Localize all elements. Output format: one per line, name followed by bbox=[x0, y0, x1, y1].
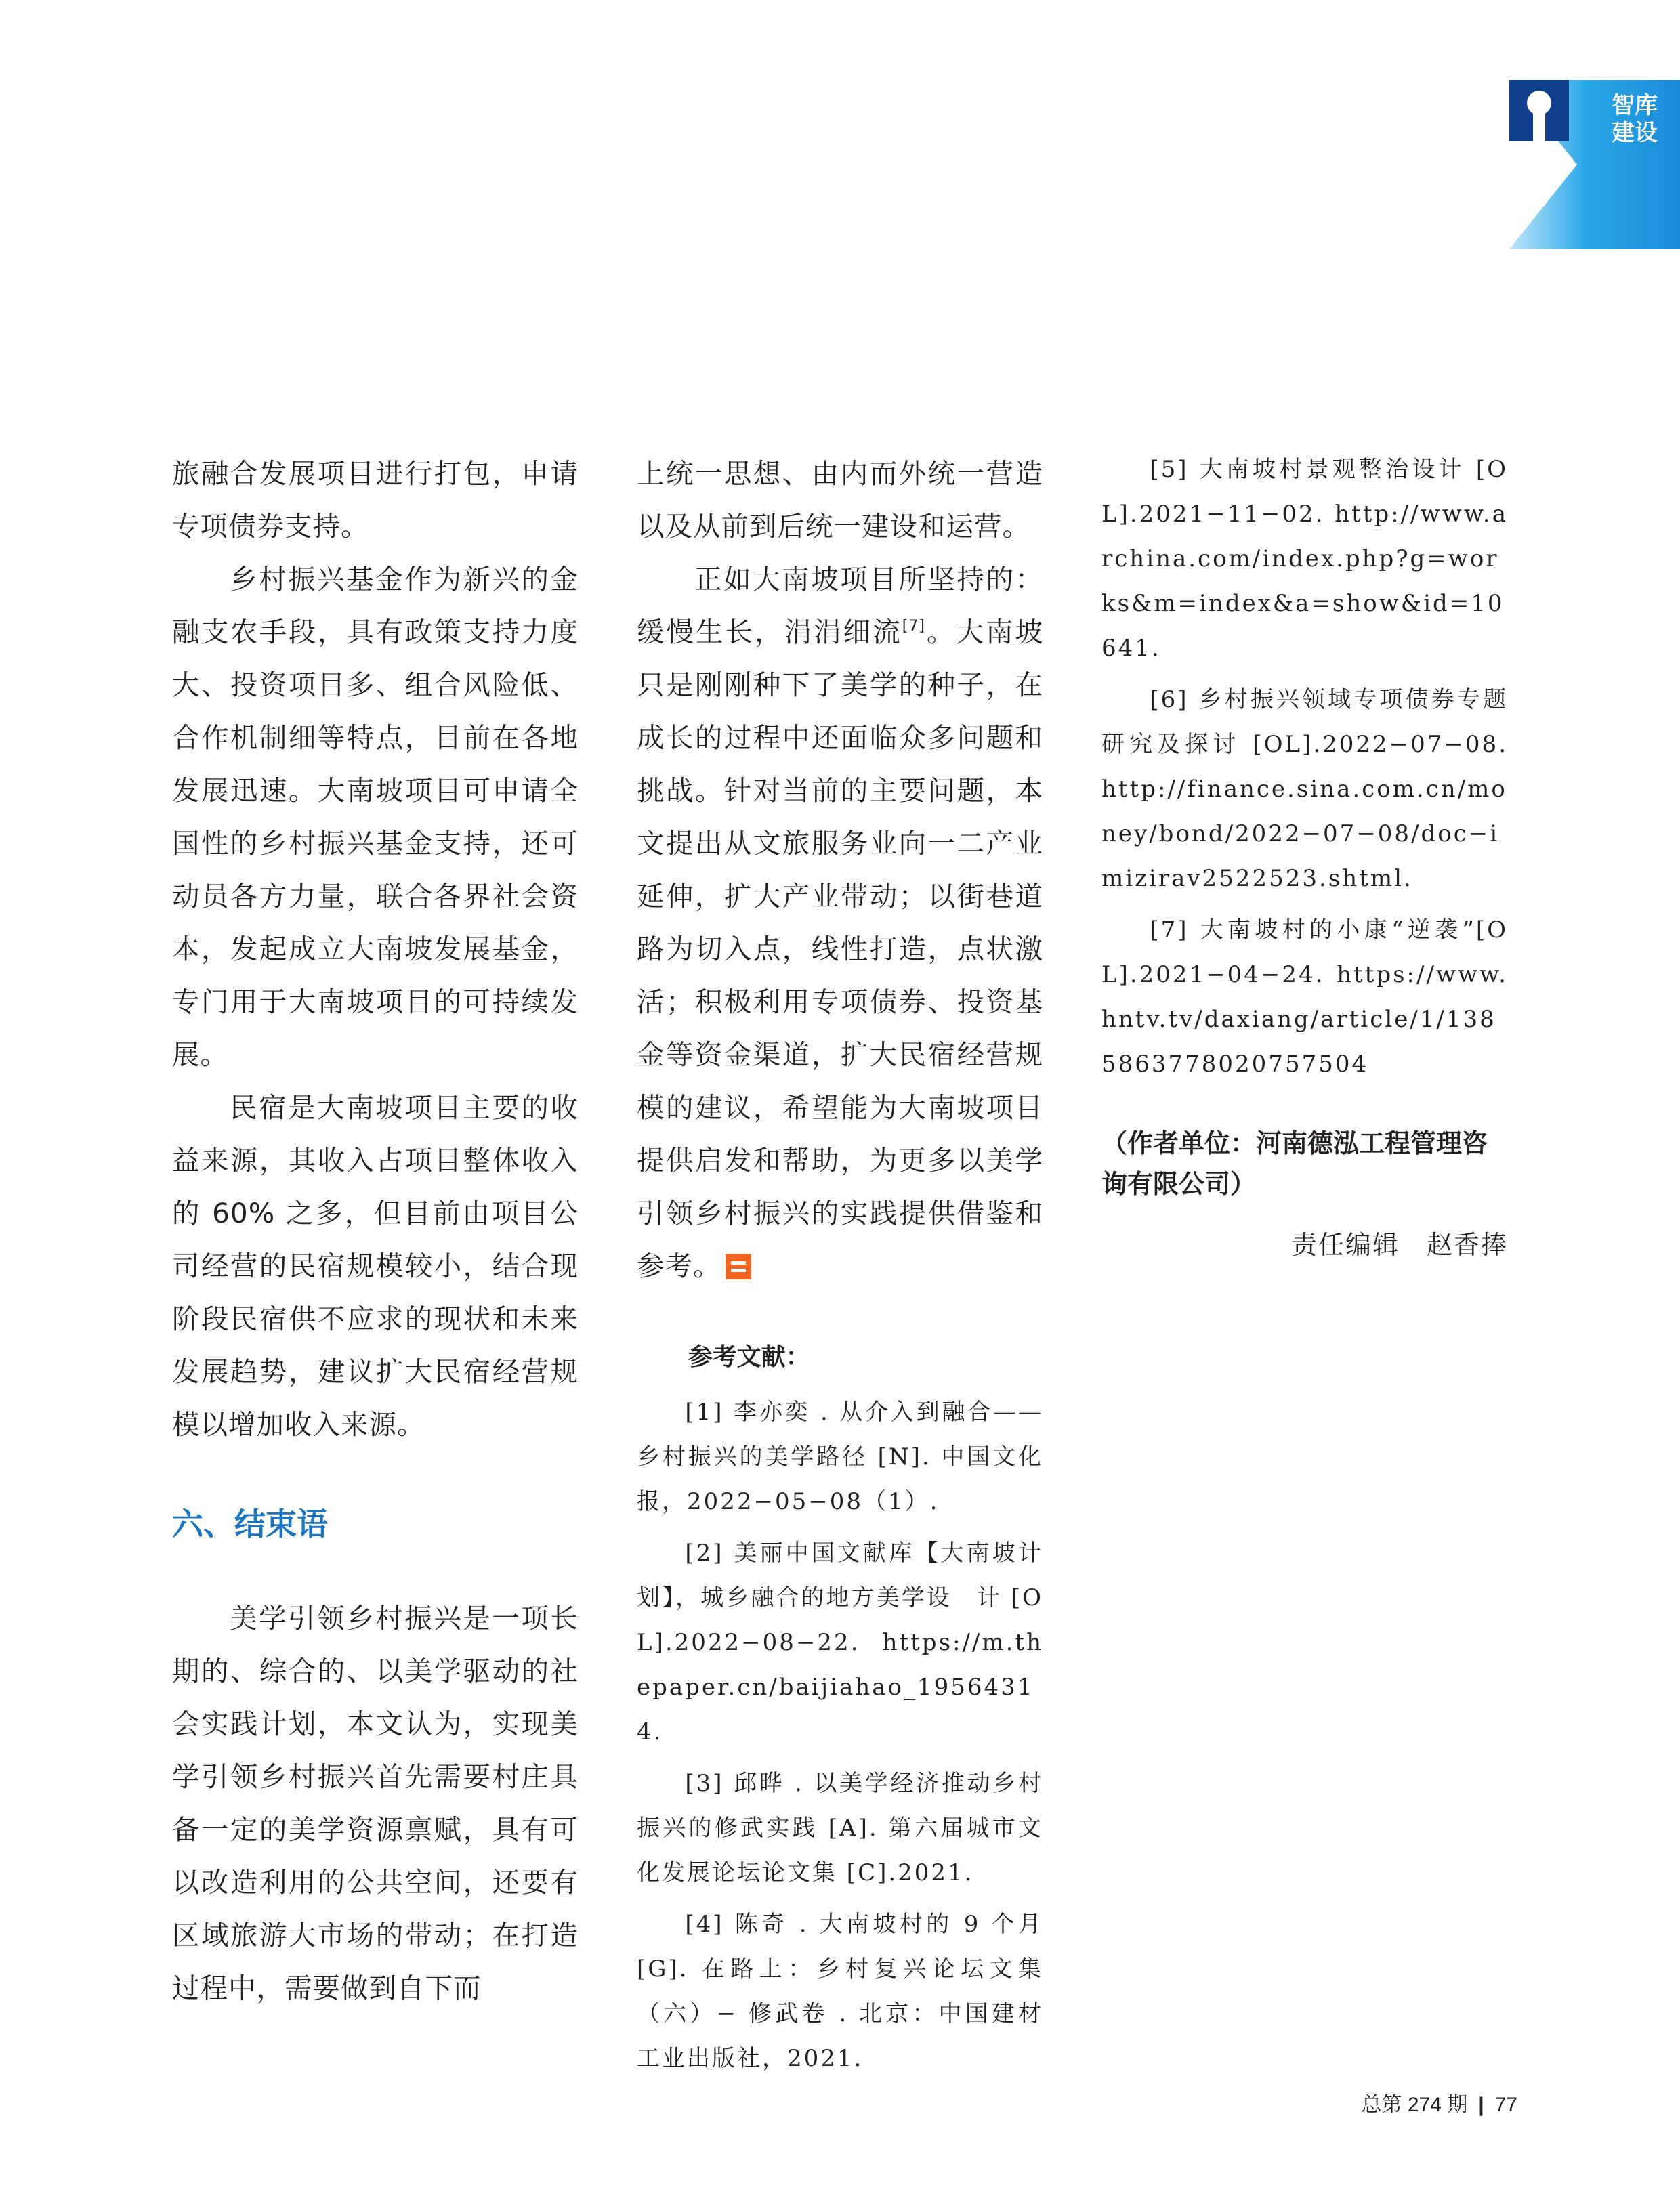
paragraph: 乡村振兴基金作为新兴的金融支农手段，具有政策支持力度大、投资项目多、组合风险低、合作机制细等特点，目前在各地发展迅速。大南坡项目可申请全国性的乡村振兴基金支持，还可动员各方力量，联合各界社会资本，发起成立大南坡发展基金，专门用于大南坡项目的可持续发展。 bbox=[172, 563, 579, 1071]
tab-label bbox=[1591, 92, 1679, 146]
reference-item: [7] 大南坡村的小康“逆袭”[OL].2021−04−24. https://www.hntv.tv/daxiang/article/1/1385863778020757504 bbox=[1101, 916, 1508, 1078]
tab-label-line1: 智库 bbox=[1612, 92, 1658, 119]
section-heading: 六、结束语 bbox=[172, 1506, 328, 1542]
issue-number: 总第 274 期 bbox=[1361, 2094, 1468, 2116]
column-middle bbox=[637, 447, 1043, 2088]
paragraph-text: 正如大南坡项目所坚持的：缓慢生长，涓涓细流 bbox=[637, 563, 1043, 648]
column-left bbox=[172, 447, 579, 2014]
reference-item: [4] 陈奇 . 大南坡村的 9 个月 [G]. 在路上：乡村复兴论坛文集（六）− 修武卷 . 北京：中国建材工业出版社，2021. bbox=[637, 1911, 1043, 2072]
reference-item: [6] 乡村振兴领域专项债券专题研究及探讨 [OL].2022−07−08. http://finance.sina.com.cn/money/bond/2022−07−08/doc−imizirav2522523.shtml. bbox=[1101, 686, 1508, 892]
section-tab bbox=[1509, 80, 1680, 249]
page-footer bbox=[1361, 2088, 1517, 2117]
keyhole-icon bbox=[1509, 80, 1569, 141]
responsible-editor: 责任编辑 赵香捧 bbox=[1290, 1230, 1508, 1260]
footer-separator: | bbox=[1478, 2094, 1484, 2116]
end-mark-icon bbox=[726, 1254, 751, 1279]
paragraph: 民宿是大南坡项目主要的收益来源，其收入占项目整体收入的 60% 之多，但目前由项目公司经营的民宿规模较小，结合现阶段民宿供不应求的现状和未来发展趋势，建议扩大民宿经营规模以增加收入来源。 bbox=[172, 1091, 579, 1441]
paragraph: 上统一思想、由内而外统一营造以及从前到后统一建设和运营。 bbox=[637, 457, 1043, 543]
reference-item: [2] 美丽中国文献库【大南坡计划】，城乡融合的地方美学设 计 [OL].2022−08−22. https://m.thepaper.cn/baijiahao_19564314. bbox=[637, 1540, 1043, 1746]
author-affiliation: （作者单位：河南德泓工程管理咨询有限公司） bbox=[1101, 1128, 1488, 1199]
reference-item: [1] 李亦奕 . 从介入到融合——乡村振兴的美学路径 [N]. 中国文化报，2022−05−08（1）. bbox=[637, 1399, 1043, 1515]
references-title: 参考文献： bbox=[688, 1342, 810, 1371]
reference-item: [3] 邱晔 . 以美学经济推动乡村振兴的修武实践 [A]. 第六届城市文化发展论坛论文集 [C].2021. bbox=[637, 1770, 1043, 1886]
page-number: 77 bbox=[1494, 2094, 1517, 2116]
paragraph: 旅融合发展项目进行打包，申请专项债券支持。 bbox=[172, 457, 579, 543]
tab-label-line2: 建设 bbox=[1612, 119, 1658, 146]
reference-item: [5] 大南坡村景观整治设计 [OL].2021−11−02. http://www.archina.com/index.php?g=works&m=index&a=show&id=10641. bbox=[1101, 456, 1508, 662]
column-right bbox=[1101, 447, 1508, 1265]
paragraph: 美学引领乡村振兴是一项长期的、综合的、以美学驱动的社会实践计划，本文认为，实现美学引领乡村振兴首先需要村庄具备一定的美学资源禀赋，具有可以改造利用的公共空间，还要有区域旅游大市场的带动；在打造过程中，需要做到自下而 bbox=[172, 1602, 579, 2004]
paragraph bbox=[637, 553, 1043, 1292]
paragraph-text: 。大南坡只是刚刚种下了美学的种子，在成长的过程中还面临众多问题和挑战。针对当前的主要问题，本文提出从文旅服务业向一二产业延伸，扩大产业带动；以街巷道路为切入点，线性打造，点状激活；积极利用专项债券、投资基金等资金渠道，扩大民宿经营规模的建议，希望能为大南坡项目提供启发和帮助，为更多以美学引领乡村振兴的实践提供借鉴和参考。 bbox=[637, 616, 1044, 1282]
citation-mark: [7] bbox=[902, 618, 925, 635]
